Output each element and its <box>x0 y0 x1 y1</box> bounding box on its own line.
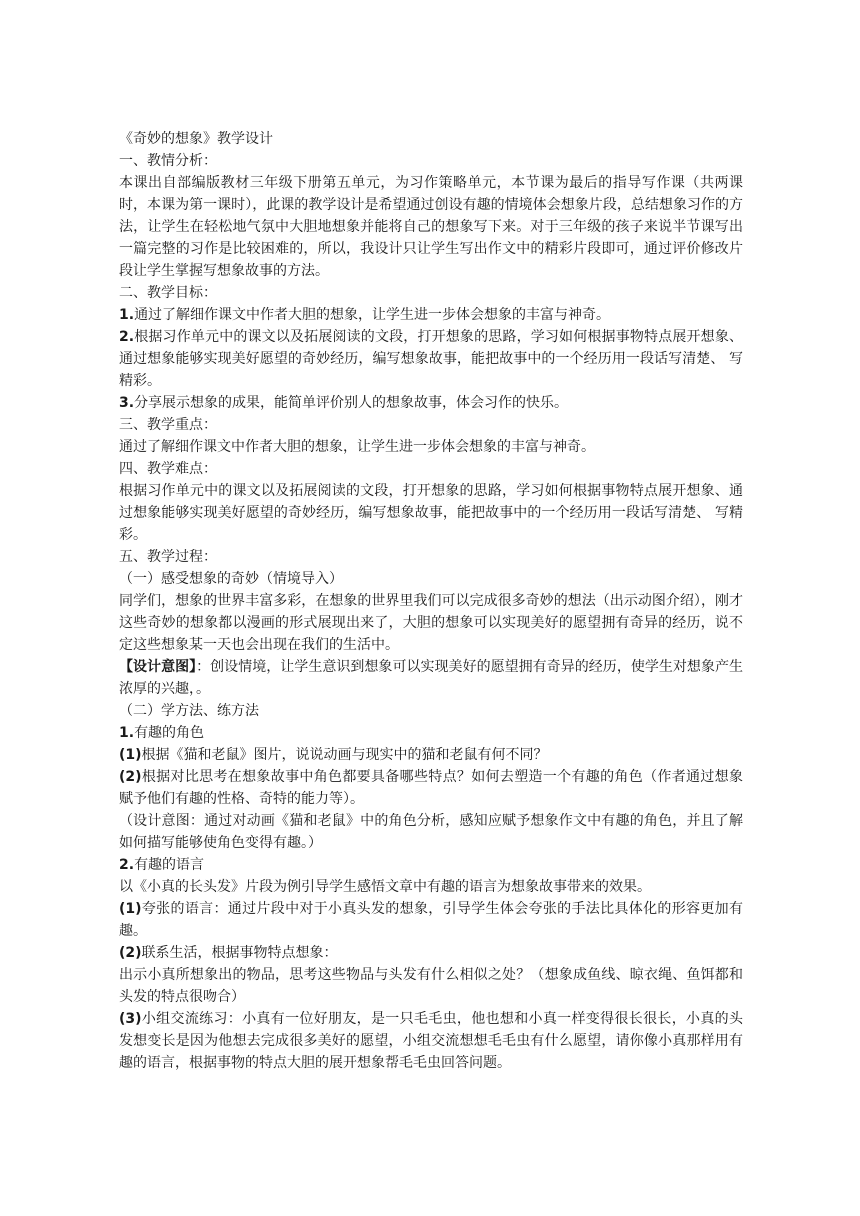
point-number: (3) <box>119 1011 142 1027</box>
section-1-body: 本课出自部编版教材三年级下册第五单元，为习作策略单元，本节课为最后的指导写作课（共两课时，本课为第一课时），此课的教学设计是希望通过创设有趣的情境体会想象片段，总结想象习作的方法，让学生在轻松地气氛中大胆地想象并能将自己的想象写下来。对于三年级的孩子来说半节课写出一篇完整的习作是比较困难的，所以，我设计只让学生写出作文中的精彩片段即可，通过评价修改片段让学生掌握写想象故事的方法。 <box>119 175 743 279</box>
sub-1-title <box>119 722 743 744</box>
part-1-design-intent <box>119 656 743 700</box>
sub-2-point-3 <box>119 1008 743 1074</box>
sub-2-point-1 <box>119 898 743 942</box>
objective-number: 1. <box>119 307 135 323</box>
section-5-heading: 五、教学过程： <box>119 549 217 565</box>
question-number: (2) <box>119 769 142 785</box>
design-intent-label: 【设计意图】 <box>119 659 197 675</box>
section-4-body: 根据习作单元中的课文以及拓展阅读的文段，打开想象的思路，学习如何根据事物特点展开想象、通过想象能够实现美好愿望的奇妙经历，编写想象故事，能把故事中的一个经历用一段话写清楚、 写精彩。 <box>119 483 743 543</box>
objective-text: 根据习作单元中的课文以及拓展阅读的文段，打开想象的思路，学习如何根据事物特点展开想象、通过想象能够实现美好愿望的奇妙经历，编写想象故事，能把故事中的一个经历用一段话写清楚、 写精彩。 <box>119 329 743 389</box>
sub-2-title <box>119 854 743 876</box>
point-text: 夸张的语言：通过片段中对于小真头发的想象，引导学生体会夸张的手法比具体化的形容更加有趣。 <box>119 901 743 939</box>
part-2-heading: （二）学方法、练方法 <box>119 703 259 719</box>
section-4-heading: 四、教学难点： <box>119 461 217 477</box>
document-title: 《奇妙的想象》教学设计 <box>119 131 273 147</box>
objective-item-1 <box>119 304 743 326</box>
sub-1-question-2 <box>119 766 743 810</box>
sub-1-design-intent: （设计意图：通过对动画《猫和老鼠》中的角色分析，感知应赋予想象作文中有趣的角色，并且了解如何描写能够使角色变得有趣。） <box>119 813 743 851</box>
sub-title-text: 有趣的角色 <box>134 725 205 741</box>
sub-2-intro: 以《小真的长头发》片段为例引导学生感悟文章中有趣的语言为想象故事带来的效果。 <box>119 879 651 895</box>
objective-text: 通过了解细作课文中作者大胆的想象，让学生进一步体会想象的丰富与神奇。 <box>134 307 611 323</box>
sub-1-question-1 <box>119 744 743 766</box>
part-1-heading: （一）感受想象的奇妙（情境导入） <box>119 571 343 587</box>
point-text: 联系生活，根据事物特点想象： <box>141 945 338 961</box>
section-1-heading: 一、教情分析： <box>119 153 217 169</box>
document-page <box>119 128 743 1074</box>
objective-text: 分享展示想象的成果，能简单评价别人的想象故事，体会习作的快乐。 <box>134 395 569 411</box>
sub-number: 1. <box>119 725 135 741</box>
design-intent-text: ：创设情境，让学生意识到想象可以实现美好的愿望拥有奇异的经历，使学生对想象产生浓厚的兴趣，。 <box>119 659 744 697</box>
point-number: (1) <box>119 901 142 917</box>
question-number: (1) <box>119 747 142 763</box>
objective-number: 3. <box>119 395 135 411</box>
sub-number: 2. <box>119 857 135 873</box>
question-text: 根据对比思考在想象故事中角色都要具备哪些特点？如何去塑造一个有趣的角色（作者通过想象赋予他们有趣的性格、奇特的能力等）。 <box>119 769 743 807</box>
sub-2-point-2-body: 出示小真所想象出的物品，思考这些物品与头发有什么相似之处？（想象成鱼线、晾衣绳、鱼饵都和头发的特点很吻合） <box>119 967 743 1005</box>
part-1-body: 同学们，想象的世界丰富多彩，在想象的世界里我们可以完成很多奇妙的想法（出示动图介绍），刚才这些奇妙的想象都以漫画的形式展现出来了，大胆的想象可以实现美好的愿望拥有奇异的经历，说不定这些想象某一天也会出现在我们的生活中。 <box>119 593 743 653</box>
objective-item-2 <box>119 326 743 392</box>
sub-title-text: 有趣的语言 <box>134 857 205 873</box>
objective-item-3 <box>119 392 743 414</box>
section-3-body: 通过了解细作课文中作者大胆的想象，让学生进一步体会想象的丰富与神奇。 <box>119 439 595 455</box>
section-2-heading: 二、教学目标： <box>119 285 217 301</box>
section-3-heading: 三、教学重点： <box>119 417 217 433</box>
objective-number: 2. <box>119 329 135 345</box>
point-number: (2) <box>119 945 142 961</box>
question-text: 根据《猫和老鼠》图片，说说动画与现实中的猫和老鼠有何不同？ <box>141 747 548 763</box>
sub-2-point-2 <box>119 942 743 964</box>
point-text: 小组交流练习：小真有一位好朋友，是一只毛毛虫，他也想和小真一样变得很长很长，小真的头发想变长是因为他想去完成很多美好的愿望，小组交流想想毛毛虫有什么愿望，请你像小真那样用有趣的语言，根据事物的特点大胆的展开想象帮毛毛虫回答问题。 <box>119 1011 743 1071</box>
